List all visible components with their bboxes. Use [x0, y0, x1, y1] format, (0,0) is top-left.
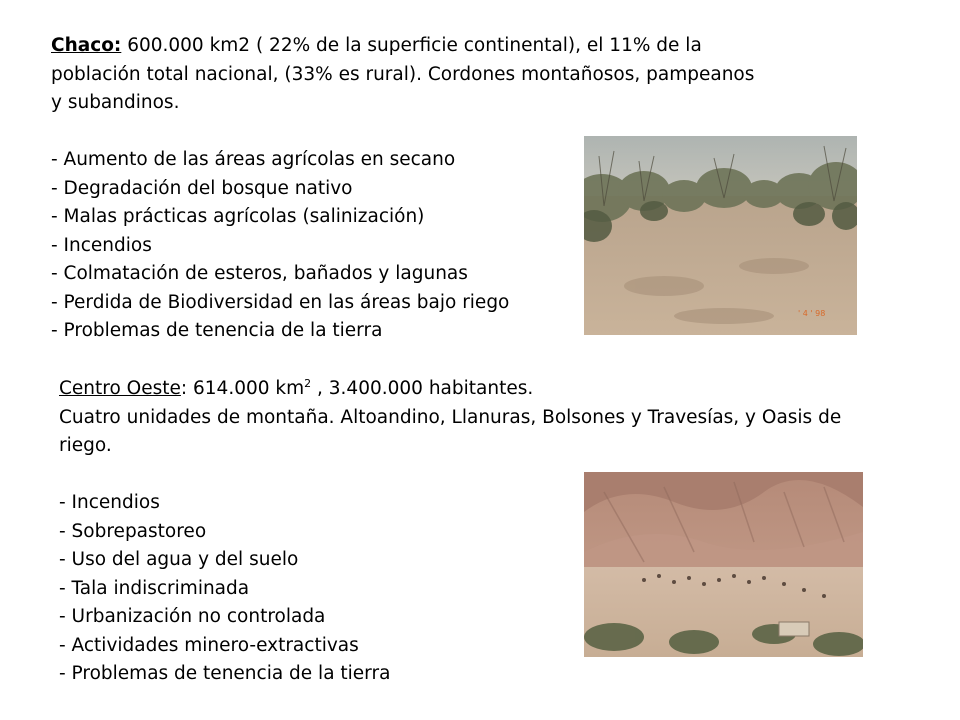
chaco-item: - Degradación del bosque nativo: [51, 177, 353, 199]
centro-area: : 614.000 km: [180, 378, 305, 399]
centro-item: - Tala indiscriminada: [59, 577, 250, 599]
centro-item: - Uso del agua y del suelo: [59, 549, 299, 570]
centro-intro-line-1: [59, 375, 841, 404]
centro-intro-line-3: riego.: [59, 435, 112, 456]
centro-item: - Problemas de tenencia de la tierra: [59, 663, 391, 684]
centro-title: Centro Oeste: [59, 378, 181, 399]
chaco-item: - Incendios: [51, 234, 152, 256]
centro-population: , 3.400.000 habitantes.: [311, 378, 534, 399]
centro-item: - Urbanización no controlada: [59, 606, 326, 627]
chaco-item: - Perdida de Biodiversidad en las áreas bajo riego: [51, 291, 510, 313]
chaco-landscape-photo: [584, 136, 857, 335]
centro-area-sup: 2: [304, 376, 312, 390]
centro-oeste-landscape-photo: [584, 472, 863, 657]
chaco-intro-line-1: [51, 32, 754, 61]
photo-date-stamp: ' 4 ' 98: [798, 309, 826, 318]
arid-hills-image: [584, 472, 863, 657]
chaco-item: - Problemas de tenencia de la tierra: [51, 320, 383, 341]
chaco-item: - Aumento de las áreas agrícolas en secano: [51, 149, 456, 170]
chaco-item: - Colmatación de esteros, bañados y lagunas: [51, 263, 468, 284]
centro-item: - Sobrepastoreo: [59, 520, 207, 542]
dry-scrubland-image: [584, 136, 857, 335]
centro-item: - Incendios: [59, 492, 160, 513]
centro-intro-line-2: Cuatro unidades de montaña. Altoandino, Llanuras, Bolsones y Travesías, y Oasis de: [59, 406, 842, 428]
chaco-item: - Malas prácticas agrícolas (salinización): [51, 206, 425, 227]
chaco-intro-text: 600.000 km2 ( 22% de la superficie continental), el 11% de la: [121, 35, 702, 56]
chaco-intro-line-2: población total nacional, (33% es rural). Cordones montañosos, pampeanos: [51, 63, 755, 85]
centro-item: - Actividades minero-extractivas: [59, 634, 359, 656]
chaco-title: Chaco:: [51, 35, 122, 56]
chaco-intro-line-3: y subandinos.: [51, 92, 180, 113]
